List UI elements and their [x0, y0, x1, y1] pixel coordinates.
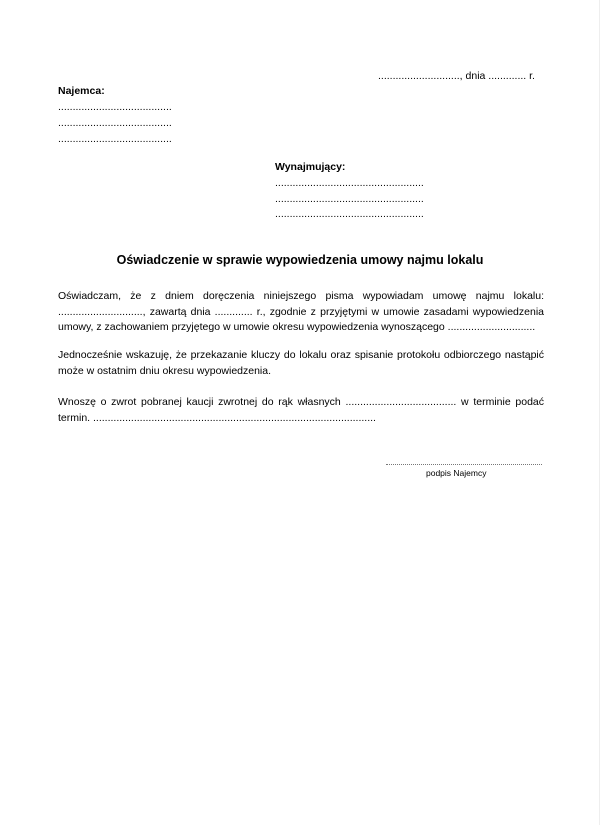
place-date-line: ............................, dnia ............. r.	[378, 70, 535, 82]
tenant-line-2: .......................................	[58, 117, 172, 129]
paragraph-deposit-text: Wnoszę o zwrot pobranej kaucji zwrotnej do rąk własnych ...................................... w terminie podać termin. .................................................................................................	[58, 396, 544, 424]
tenant-line-1: .......................................	[58, 101, 172, 113]
landlord-line-1: ...................................................	[275, 177, 424, 189]
paragraph-notice	[58, 289, 544, 336]
signature-line	[386, 464, 542, 465]
paragraph-deposit	[58, 395, 544, 426]
tenant-line-3: .......................................	[58, 133, 172, 145]
paragraph-notice-text: Oświadczam, że z dniem doręczenia niniejszego pisma wypowiadam umowę najmu lokalu: ............................., zawartą dnia ............. r., zgodnie z przyjętymi w umowie zasadami wypowiedzenia umowy, z zachowaniem przyjętego w umowie okresu wypowiedzenia wynoszącego ..............................	[58, 290, 544, 333]
signature-caption: podpis Najemcy	[426, 468, 487, 478]
paragraph-keys	[58, 348, 544, 379]
landlord-label: Wynajmujący:	[275, 161, 346, 173]
landlord-line-3: ...................................................	[275, 208, 424, 220]
tenant-label: Najemca:	[58, 85, 105, 97]
paragraph-keys-text: Jednocześnie wskazuję, że przekazanie kluczy do lokalu oraz spisanie protokołu odbiorczego nastąpić może w ostatnim dniu okresu wypowiedzenia.	[58, 349, 544, 377]
landlord-line-2: ...................................................	[275, 193, 424, 205]
document-title: Oświadczenie w sprawie wypowiedzenia umowy najmu lokalu	[116, 253, 484, 267]
